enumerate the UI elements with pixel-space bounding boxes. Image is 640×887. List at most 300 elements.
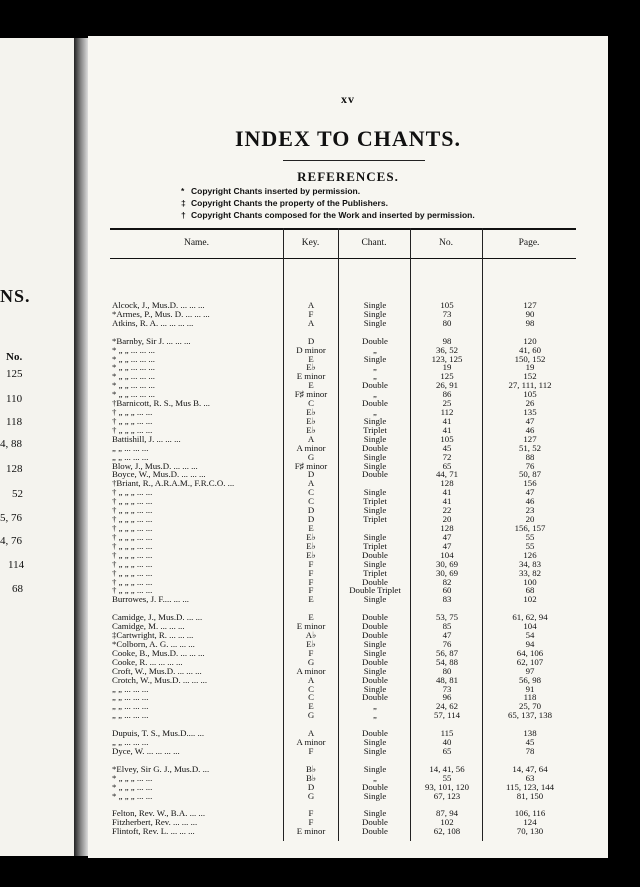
cell-chant: Single	[363, 433, 387, 444]
cell-name: Camidge, M. ... ... ...	[112, 622, 185, 632]
left-fragment: 128	[6, 463, 23, 475]
table-row	[110, 586, 576, 595]
cell-key: A♭	[305, 630, 317, 641]
cell-page: 51, 52	[519, 442, 541, 453]
cell-page: 94	[525, 638, 535, 649]
table-row	[110, 756, 576, 765]
cell-key: D minor	[296, 344, 326, 355]
table-row	[110, 515, 576, 524]
cell-page: 150, 152	[514, 353, 546, 364]
left-fragment: 5, 76	[0, 512, 22, 524]
reference-mark: *	[181, 186, 185, 196]
table-row	[110, 372, 576, 381]
cell-page: 14, 47, 64	[512, 763, 548, 774]
table-row	[110, 685, 576, 694]
cell-chant: Single	[363, 790, 387, 801]
table-row	[110, 702, 576, 711]
cell-chant: Single	[363, 317, 387, 328]
cell-key: E♭	[306, 549, 316, 560]
cell-name: „ „ ... ... ...	[112, 684, 149, 694]
cell-page: 26	[525, 398, 535, 409]
cell-page: 65, 137, 138	[508, 710, 552, 721]
table-row	[110, 390, 576, 399]
header-no: No.	[439, 238, 453, 248]
left-fragment: 118	[6, 416, 23, 428]
cell-no: 87, 94	[436, 808, 458, 819]
cell-page: 70, 130	[516, 826, 544, 837]
cell-no: 44, 71	[436, 469, 458, 480]
header-key: Key.	[301, 238, 320, 248]
cell-no: 30, 69	[436, 567, 458, 578]
left-fragment: 4, 76	[0, 535, 22, 547]
cell-key: B♭	[305, 763, 317, 774]
table-row	[110, 578, 576, 587]
chant-index-table	[110, 228, 576, 841]
table-row	[110, 801, 576, 810]
cell-page: 50, 87	[519, 469, 541, 480]
cell-chant: Single	[363, 505, 387, 516]
cell-no: 80	[442, 317, 452, 328]
cell-name: Blow, J., Mus.D. ... ... ...	[112, 461, 198, 471]
table-row	[110, 337, 576, 346]
cell-page: 62, 107	[516, 656, 544, 667]
table-row	[110, 301, 576, 310]
cell-name: † „ „ „ ... ...	[112, 550, 153, 560]
cell-no: 53, 75	[436, 612, 458, 623]
table-row	[110, 328, 576, 337]
reference-item	[181, 185, 475, 197]
left-fragment-ns: NS.	[0, 286, 31, 306]
left-fragment: 4, 88	[0, 438, 22, 450]
cell-name: † „ „ „ ... ...	[112, 497, 153, 507]
table-row	[110, 560, 576, 569]
cell-no: 24, 62	[436, 701, 458, 712]
table-row	[110, 551, 576, 560]
header-name: Name.	[183, 238, 210, 248]
left-fragment: 52	[12, 488, 23, 500]
cell-no: 128	[440, 523, 454, 533]
table-row	[110, 435, 576, 444]
cell-chant: Double	[362, 612, 388, 623]
cell-page: 127	[523, 433, 537, 444]
cell-key: C	[308, 487, 314, 498]
cell-key: F	[308, 308, 314, 319]
cell-name: Cooke, B., Mus.D. ... ... ...	[112, 648, 205, 658]
cell-name: Dyce, W. ... ... ... ...	[112, 747, 180, 756]
left-fragment: 68	[12, 583, 23, 595]
cell-name: *Colborn, A. G. ... ... ...	[112, 639, 195, 649]
cell-no: 105	[440, 300, 454, 310]
cell-no: 125	[440, 371, 454, 382]
cell-name: * „ „ ... ... ...	[112, 381, 155, 391]
cell-key: F♯ minor	[294, 460, 328, 471]
cell-key: G	[307, 790, 315, 801]
reference-text: Copyright Chants inserted by permission.	[191, 186, 361, 196]
cell-chant: Triplet	[363, 514, 387, 525]
cell-key: E	[308, 701, 314, 712]
table-row	[110, 363, 576, 372]
cell-page: 105	[523, 389, 537, 400]
cell-chant: Double	[362, 781, 388, 792]
cell-page: 20	[525, 514, 535, 525]
cell-no: 47	[442, 630, 452, 641]
cell-no: 36, 52	[436, 344, 458, 355]
cell-chant: Single	[363, 808, 387, 819]
cell-no: 65	[442, 746, 452, 756]
cell-page: 68	[525, 585, 535, 596]
cell-key: C	[308, 692, 314, 703]
cell-name: Crotch, W., Mus.D. ... ... ...	[112, 675, 208, 685]
table-row	[110, 453, 576, 462]
cell-no: 128	[440, 478, 454, 489]
cell-chant: Single	[363, 415, 387, 426]
cell-chant: Triplet	[363, 567, 387, 578]
cell-name: * „ „ „ ... ...	[112, 773, 153, 783]
cell-name: Alcock, J., Mus.D. ... ... ...	[112, 301, 205, 310]
cell-no: 65	[442, 460, 452, 471]
cell-no: 40	[442, 737, 452, 748]
cell-chant: Triplet	[363, 496, 387, 507]
cell-chant: Triplet	[363, 424, 387, 435]
table-row	[110, 765, 576, 774]
title-divider	[283, 160, 425, 161]
cell-page: 88	[525, 451, 535, 462]
page-number: xv	[341, 92, 355, 106]
cell-chant: Single	[363, 737, 387, 748]
cell-chant: „	[373, 407, 377, 418]
cell-name: ‡Cartwright, R. ... ... ...	[112, 631, 194, 641]
cell-name: * „ „ ... ... ...	[112, 354, 155, 364]
cell-no: 73	[442, 683, 452, 694]
cell-no: 14, 41, 56	[429, 763, 465, 774]
cell-no: 112	[440, 407, 454, 418]
cell-name: *Armes, P., Mus. D. ... ... ...	[112, 309, 210, 319]
cell-no: 20	[442, 514, 452, 525]
cell-name: * „ „ „ ... ...	[112, 791, 153, 801]
cell-no: 123, 125	[431, 353, 463, 364]
cell-chant: Triplet	[363, 540, 387, 551]
table-row	[110, 310, 576, 319]
cell-no: 41	[442, 424, 452, 435]
cell-key: A	[307, 317, 315, 328]
cell-name: Felton, Rev. W., B.A. ... ...	[112, 809, 206, 819]
cell-page: 156, 157	[514, 523, 546, 533]
cell-chant: Double	[362, 549, 388, 560]
cell-key: F	[308, 576, 314, 587]
left-fragment: 125	[6, 368, 23, 380]
cell-page: 61, 62, 94	[512, 612, 548, 623]
cell-no: 104	[440, 549, 454, 560]
cell-chant: Double	[362, 817, 388, 828]
cell-no: 48, 81	[436, 674, 458, 685]
cell-no: 57, 114	[433, 710, 461, 721]
cell-page: 33, 82	[519, 567, 541, 578]
book-page	[88, 36, 608, 858]
cell-key: E	[308, 353, 314, 364]
cell-chant: Double	[362, 826, 388, 837]
cell-chant: „	[373, 701, 377, 712]
cell-key: E minor	[296, 371, 326, 382]
cell-chant: Double	[362, 335, 388, 346]
cell-no: 67, 123	[433, 790, 461, 801]
cell-name: Atkins, R. A. ... ... ... ...	[112, 318, 194, 328]
cell-key: E♭	[306, 415, 316, 426]
cell-page: 27, 111, 112	[508, 380, 552, 391]
cell-no: 30, 69	[436, 558, 458, 569]
left-fragment-no: No.	[6, 351, 23, 363]
cell-key: F	[308, 567, 314, 578]
cell-name: „ „ ... ... ...	[112, 693, 149, 703]
cell-chant: „	[373, 772, 377, 783]
cell-chant: Double	[362, 576, 388, 587]
cell-key: F	[308, 558, 314, 569]
cell-page: 118	[523, 692, 537, 703]
cell-name: †Barnicott, R. S., Mus B. ...	[112, 399, 210, 409]
table-row	[110, 827, 576, 836]
cell-no: 80	[442, 665, 452, 676]
cell-chant: Single	[363, 531, 387, 542]
cell-key: D	[307, 335, 315, 346]
cell-page: 47	[525, 415, 535, 426]
cell-name: † „ „ „ ... ...	[112, 515, 153, 525]
cell-name: *Barnby, Sir J. ... ... ...	[112, 336, 191, 346]
cell-no: 62, 108	[433, 826, 461, 837]
cell-chant: Single	[363, 683, 387, 694]
cell-no: 86	[442, 389, 452, 400]
cell-chant: Double	[362, 380, 388, 391]
cell-page: 90	[525, 308, 535, 319]
cell-no: 115	[440, 728, 454, 739]
cell-no: 83	[442, 594, 452, 605]
cell-chant: Single	[363, 594, 387, 605]
table-header-rule	[110, 258, 576, 259]
cell-key: F	[308, 585, 314, 596]
cell-page: 76	[525, 460, 535, 471]
table-row	[110, 693, 576, 702]
cell-page: 156	[523, 478, 537, 489]
table-row	[110, 417, 576, 426]
cell-chant: Single	[363, 665, 387, 676]
reference-text: Copyright Chants the property of the Publishers.	[191, 198, 388, 208]
cell-name: † „ „ „ ... ...	[112, 559, 153, 569]
cell-chant: Double Triplet	[349, 585, 401, 596]
table-row	[110, 319, 576, 328]
cell-key: A	[307, 674, 315, 685]
cell-chant: Single	[363, 487, 387, 498]
cell-key: E	[308, 380, 314, 391]
cell-page: 106, 116	[514, 808, 546, 819]
cell-name: Boyce, W., Mus.D. ... ... ...	[112, 470, 206, 480]
table-row	[110, 444, 576, 453]
cell-chant: „	[373, 389, 377, 400]
cell-key: F	[308, 817, 314, 828]
table-row	[110, 649, 576, 658]
cell-key: C	[308, 496, 314, 507]
cell-key: E♭	[306, 362, 316, 373]
cell-name: „ „ ... ... ...	[112, 452, 149, 462]
cell-key: A	[307, 300, 315, 310]
cell-page: 81, 150	[516, 790, 544, 801]
table-row	[110, 408, 576, 417]
cell-no: 22	[442, 505, 452, 516]
cell-chant: Double	[362, 692, 388, 703]
cell-chant: Single	[363, 763, 387, 774]
cell-key: E minor	[296, 621, 326, 632]
cell-no: 26, 91	[436, 380, 458, 391]
reference-item	[181, 209, 475, 221]
cell-no: 47	[442, 540, 452, 551]
cell-key: C	[308, 683, 314, 694]
left-fragment: 114	[8, 559, 25, 571]
cell-name: † „ „ „ ... ...	[112, 568, 153, 578]
cell-page: 115, 123, 144	[505, 781, 555, 792]
cell-chant: Single	[363, 460, 387, 471]
book-gutter	[74, 38, 88, 856]
table-row	[110, 809, 576, 818]
reference-mark: †	[181, 210, 186, 220]
cell-name: „ „ ... ... ...	[112, 702, 149, 712]
cell-name: † „ „ „ ... ...	[112, 416, 153, 426]
cell-key: E♭	[306, 540, 316, 551]
cell-chant: Single	[363, 746, 387, 756]
cell-page: 23	[525, 505, 535, 516]
cell-name: † „ „ „ ... ...	[112, 488, 153, 498]
cell-key: G	[307, 710, 315, 721]
cell-no: 105	[440, 433, 454, 444]
cell-key: D	[307, 514, 315, 525]
cell-key: A minor	[296, 442, 326, 453]
table-row	[110, 462, 576, 471]
left-page-fragment	[0, 38, 74, 856]
cell-name: Camidge, J., Mus.D. ... ...	[112, 613, 203, 623]
cell-chant: „	[373, 371, 377, 382]
cell-key: F♯ minor	[294, 389, 328, 400]
cell-page: 46	[525, 496, 535, 507]
cell-key: E	[308, 523, 314, 533]
cell-no: 60	[442, 585, 452, 596]
table-row	[110, 399, 576, 408]
cell-key: F	[308, 746, 314, 756]
cell-page: 100	[523, 576, 537, 587]
cell-name: * „ „ ... ... ...	[112, 363, 155, 373]
cell-chant: Single	[363, 308, 387, 319]
cell-page: 102	[523, 594, 537, 605]
table-row	[110, 497, 576, 506]
page-title: INDEX TO CHANTS.	[234, 126, 462, 151]
cell-page: 91	[525, 683, 535, 694]
cell-chant: Double	[362, 621, 388, 632]
cell-chant: Single	[363, 300, 387, 310]
table-row	[110, 792, 576, 801]
cell-page: 55	[525, 531, 535, 542]
table-row	[110, 613, 576, 622]
cell-no: 76	[442, 638, 452, 649]
table-row	[110, 747, 576, 756]
table-row	[110, 729, 576, 738]
cell-key: D	[307, 781, 315, 792]
cell-name: Fitzherbert, Rev. ... ... ...	[112, 818, 198, 828]
cell-chant: „	[373, 344, 377, 355]
table-row	[110, 783, 576, 792]
cell-no: 25	[442, 398, 452, 409]
table-row	[110, 470, 576, 479]
cell-page: 135	[523, 407, 537, 418]
references-list	[181, 185, 475, 221]
cell-name: † „ „ „ ... ...	[112, 524, 153, 533]
cell-page: 19	[525, 362, 535, 373]
cell-no: 72	[442, 451, 452, 462]
cell-page: 104	[523, 621, 537, 632]
cell-name: †Briant, R., A.R.A.M., F.R.C.O. ...	[112, 479, 235, 489]
cell-no: 41	[442, 415, 452, 426]
cell-page: 78	[525, 746, 535, 756]
cell-key: E	[308, 612, 314, 623]
table-row	[110, 346, 576, 355]
table-row	[110, 524, 576, 533]
cell-no: 45	[442, 442, 452, 453]
table-row	[110, 640, 576, 649]
cell-chant: Single	[363, 353, 387, 364]
cell-name: Cooke, R. ... ... ... ...	[112, 657, 183, 667]
table-row	[110, 720, 576, 729]
table-row	[110, 488, 576, 497]
cell-chant: „	[373, 362, 377, 373]
cell-name: Burrowes, J. F.... ... ...	[112, 595, 190, 605]
cell-no: 47	[442, 531, 452, 542]
cell-key: F	[308, 808, 314, 819]
table-row	[110, 738, 576, 747]
cell-no: 85	[442, 621, 452, 632]
cell-name: Dupuis, T. S., Mus.D.... ...	[112, 729, 205, 739]
cell-chant: Double	[362, 656, 388, 667]
cell-no: 102	[440, 817, 454, 828]
cell-no: 96	[442, 692, 452, 703]
cell-name: „ „ ... ... ...	[112, 738, 149, 748]
reference-text: Copyright Chants composed for the Work and inserted by permission.	[191, 210, 475, 220]
cell-page: 124	[523, 817, 537, 828]
cell-no: 98	[442, 335, 452, 346]
cell-name: † „ „ „ ... ...	[112, 506, 153, 516]
table-row	[110, 711, 576, 720]
cell-page: 152	[523, 371, 537, 382]
cell-page: 34, 83	[519, 558, 541, 569]
cell-page: 127	[523, 300, 537, 310]
table-row	[110, 818, 576, 827]
cell-key: F	[308, 647, 314, 658]
cell-page: 126	[523, 549, 537, 560]
references-heading: REFERENCES.	[297, 169, 399, 184]
cell-page: 45	[525, 737, 535, 748]
cell-chant: Double	[362, 728, 388, 739]
table-row	[110, 533, 576, 542]
table-row	[110, 622, 576, 631]
cell-name: Croft, W., Mus.D. ... ... ...	[112, 666, 202, 676]
cell-page: 120	[523, 335, 537, 346]
cell-key: A	[307, 478, 315, 489]
cell-page: 63	[525, 772, 535, 783]
cell-name: † „ „ „ ... ...	[112, 541, 153, 551]
cell-no: 41	[442, 487, 452, 498]
table-row	[110, 667, 576, 676]
cell-chant: Single	[363, 451, 387, 462]
cell-page: 56, 98	[519, 674, 541, 685]
table-row	[110, 676, 576, 685]
cell-name: * „ „ ... ... ...	[112, 372, 155, 382]
cell-name: * „ „ ... ... ...	[112, 345, 155, 355]
cell-no: 56, 87	[436, 647, 458, 658]
cell-page: 47	[525, 487, 535, 498]
cell-key: E♭	[306, 638, 316, 649]
